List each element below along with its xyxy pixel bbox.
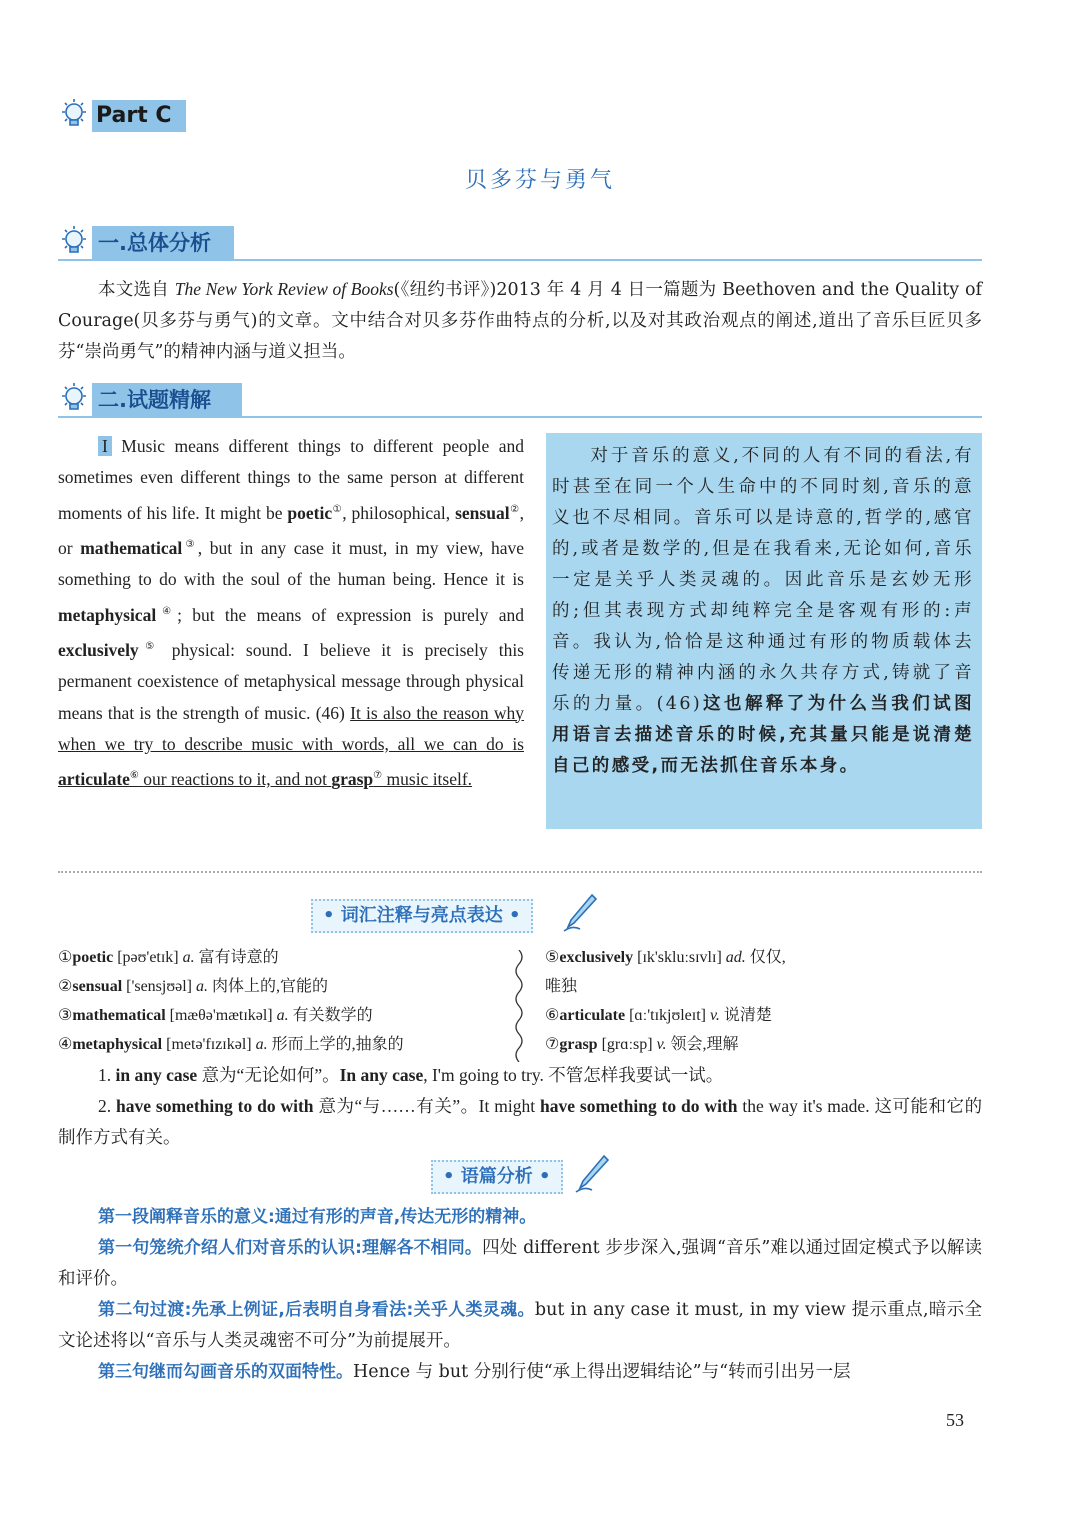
section-divider: [58, 259, 982, 261]
section-heading-analysis: 二.试题精解: [92, 383, 242, 417]
discourse-analysis: 第一段阐释音乐的意义:通过有形的声音,传达无形的精神。 第一句笼统介绍人们对音乐的认识:理解各不相同。四处 different 步步深入,强调“音乐”难以通过固定模式予以解读和评价。 第二句过渡:先承上例证,后表明自身看法:关乎人类灵魂。but in any case it must, in my view 提示重点,暗示全文论述将以“音乐与人类灵魂密不可分”为前提展开。 第三句继而勾画音乐的双面特性。Hence 与 but 分别行使“承上得出逻辑结论”与“转而引出另一层: [58, 1207, 982, 1382]
passage-english: I Music means different things to different people and sometimes even different things to the same person at different moments of his life. It might be poetic①, philosophical, sensual②, or mathematical③, but in any case it must, in my view, have something to do with the soul of the human being. Hence it is metaphysical④; but the means of expression is purely and exclusively⑤ physical: sound. I believe it is precisely this permanent coexistence of metaphysical message through physical means that is the strength of music. (46) It is also the reason why when we try to describe music with words, all we can do is articulate⑥ our reactions to it, and not grasp⑦ music itself.: [58, 436, 525, 790]
paragraph-marker: I: [98, 436, 112, 456]
vocab-list-left: [58, 943, 508, 1059]
vocab-item: ④metaphysical [metə'fɪzɪkəl] a. 形而上学的,抽象的: [58, 1036, 404, 1053]
part-badge: Part C: [92, 100, 186, 132]
pen-icon: [574, 1154, 610, 1194]
overview-paragraph: 本文选自 The New York Review of Books(《纽约书评》)2013 年 4 月 4 日一篇题为 Beethoven and the Quality of Courage(贝多芬与勇气)的文章。文中结合对贝多芬作曲特点的分析,以及对其政治观点的阐述,道出了音乐巨匠贝多芬“崇尚勇气”的精神内涵与道义担当。: [58, 279, 982, 362]
section-heading-overview: 一.总体分析: [92, 226, 234, 260]
lightbulb-icon: [58, 97, 90, 135]
page-number: 53: [946, 1410, 964, 1430]
phrase-note: 2. have something to do with 意为“与……有关”。It might have something to do with the way it's made. 这可能和它的制作方式有关。: [58, 1096, 983, 1147]
vocab-heading: • 词汇注释与亮点表达 •: [311, 899, 533, 933]
page-title: 贝多芬与勇气: [464, 168, 615, 193]
translation-box: 对于音乐的意义,不同的人有不同的看法,有时甚至在同一个人生命中的不同时刻,音乐的意义也不尽相同。音乐可以是诗意的,哲学的,感官的,或者是数学的,但是在我看来,无论如何,音乐一定是关乎人类灵魂的。因此音乐是玄妙无形的;但其表现方式却纯粹完全是客观有形的:声音。我认为,恰恰是这种通过有形的物质载体去传递无形的精神内涵的永久共存方式,铸就了音乐的力量。(46)这也解释了为什么当我们试图用语言去描述音乐的时候,充其量只能是说清楚自己的感受,而无法抓住音乐本身。: [546, 433, 982, 829]
phrase-notes: [58, 1060, 982, 1153]
vocab-item: 唯独: [545, 978, 578, 995]
vocab-item: ③mathematical [mæθə'mætɪkəl] a. 有关数学的: [58, 1007, 373, 1024]
section-divider: [58, 416, 982, 418]
lightbulb-icon: [58, 224, 90, 262]
underlined-sentence: It is also the reason why when we try to describe music with words, all we can do is articulate⑥ our reactions to it, and not grasp⑦ music itself.: [58, 702, 525, 790]
discourse-heading: • 语篇分析 •: [431, 1160, 563, 1194]
pen-icon: [562, 893, 598, 933]
dotted-divider: [58, 871, 982, 873]
squiggle-divider: [512, 950, 526, 1062]
vocab-item: ⑦grasp [grɑːsp] v. 领会,理解: [545, 1036, 739, 1053]
vocab-list-right: [545, 943, 982, 1059]
vocab-item: ⑥articulate [ɑː'tɪkjʊleɪt] v. 说清楚: [545, 1007, 772, 1024]
vocab-item: ⑤exclusively [ɪk'skluːsɪvlɪ] ad. 仅仅,: [545, 949, 786, 966]
lightbulb-icon: [58, 381, 90, 419]
phrase-note: 1. in any case 意为“无论如何”。In any case, I'm going to try. 不管怎样我要试一试。: [98, 1065, 724, 1085]
vocab-item: ②sensual ['sensjʊəl] a. 肉体上的,官能的: [58, 978, 329, 995]
vocab-item: ①poetic [pəʊ'etɪk] a. 富有诗意的: [58, 949, 279, 966]
